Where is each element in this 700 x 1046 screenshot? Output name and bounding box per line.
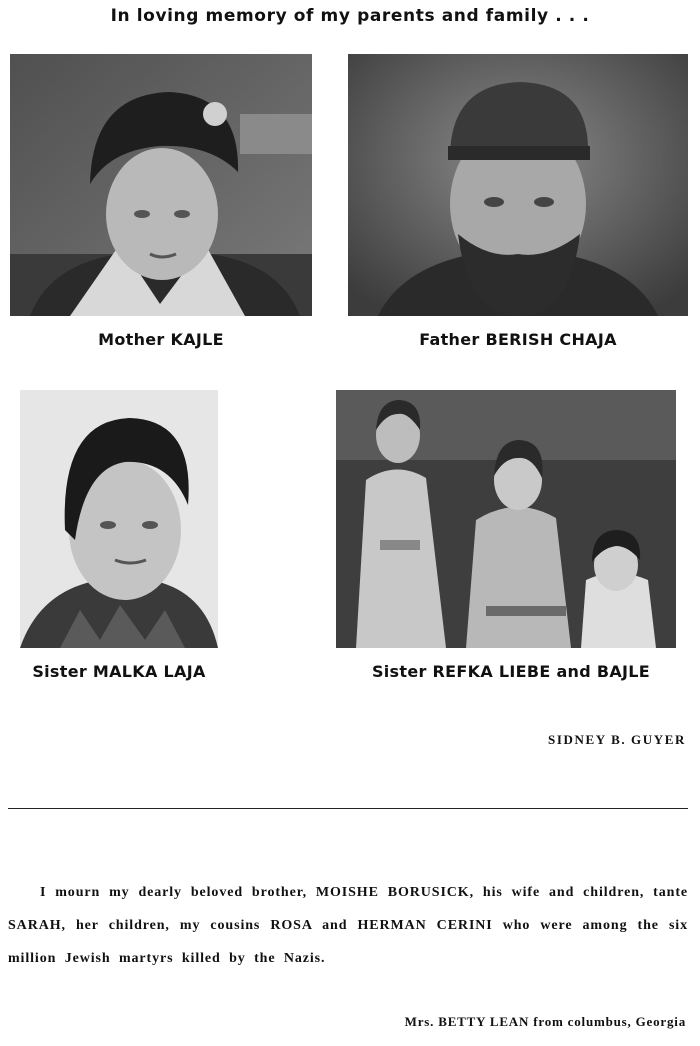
mother-portrait-image (10, 54, 312, 316)
sisters-group-image (336, 390, 676, 648)
signature-sidney: SIDNEY B. GUYER (547, 732, 686, 747)
page-heading: In loving memory of my parents and family . . . (110, 6, 590, 26)
malka-photo (20, 390, 218, 648)
malka-portrait-image (20, 390, 218, 648)
divider-line (8, 808, 688, 809)
memorial-paragraph: I mourn my dearly beloved brother, MOISHE BORUSICK, his wife and children, tante SARAH, her children, my cousins ROSA and HERMAN CERINI who were among the six million Jewish martyrs killed by the Nazis. (8, 885, 688, 966)
sisters-caption: Sister REFKA LIEBE and BAJLE (371, 662, 651, 681)
father-portrait-image (348, 54, 688, 316)
malka-caption: Sister MALKA LAJA (32, 662, 206, 681)
signature-betty: Mrs. BETTY LEAN from columbus, Georgia (404, 1014, 686, 1029)
father-caption: Father BERISH CHAJA (419, 330, 617, 349)
mother-photo (10, 54, 312, 316)
father-photo (348, 54, 688, 316)
mother-caption: Mother KAJLE (98, 330, 224, 349)
sisters-photo (336, 390, 676, 648)
